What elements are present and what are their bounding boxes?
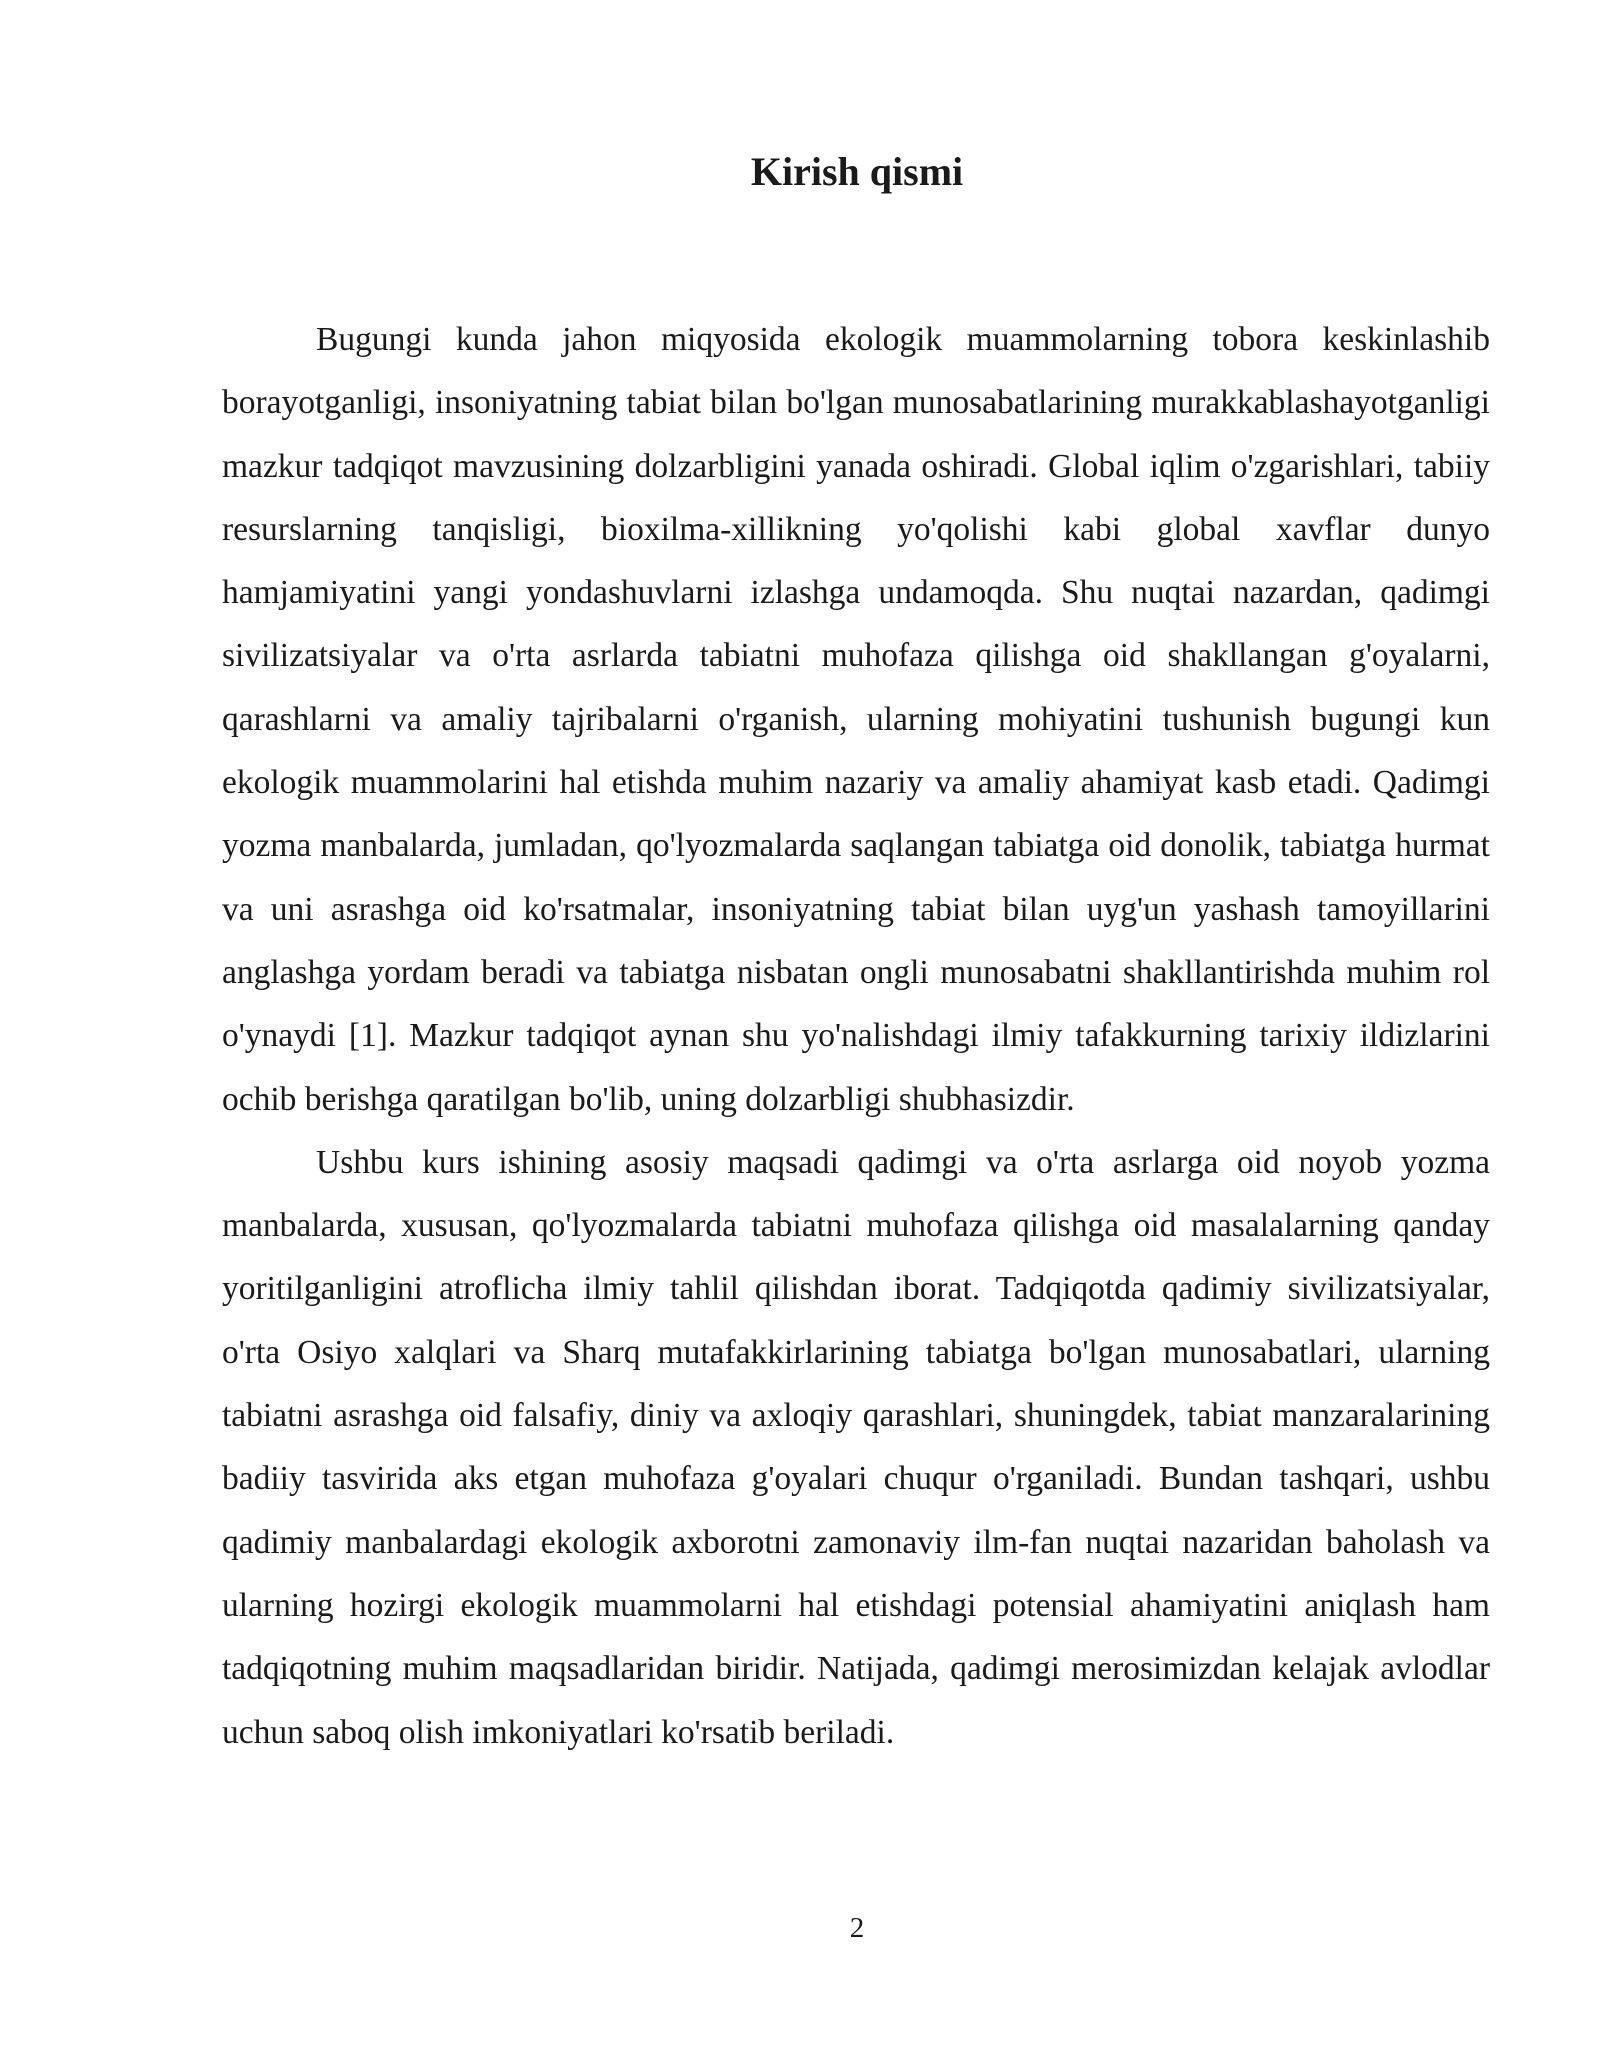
paragraph-2: Ushbu kurs ishining asosiy maqsadi qadimgi va o'rta asrlarga oid noyob yozma manbalarda, xususan, qo'lyozmalarda tabiatni muhofaza qilishga oid masalalarning qanday yoritilganligini atroflicha ilmiy tahlil qilishdan iborat. Tadqiqotda qadimiy sivilizatsiyalar, o'rta Osiyo xalqlari va Sharq mutafakkirlarining tabiatga bo'lgan munosabatlari, ularning tabiatni asrashga oid falsafiy, diniy va axloqiy qarashlari, shuningdek, tabiat manzaralarining badiiy tasvirida aks etgan muhofaza g'oyalari chuqur o'rganiladi. Bundan tashqari, ushbu qadimiy manbalardagi ekologik axborotni zamonaviy ilm-fan nuqtai nazaridan baholash va ularning hozirgi ekologik muammolarni hal etishdagi potensial ahamiyatini aniqlash ham tadqiqotning muhim maqsadlaridan biridir. Natijada, qadimgi merosimizdan kelajak avlodlar uchun saboq olish imkoniyatlari ko'rsatib beriladi. (222, 1143, 1490, 1751)
page-number: 2 (849, 1912, 865, 1944)
body-text (222, 308, 1490, 1764)
page-title: Kirish qismi (750, 149, 964, 194)
paragraph-1: Bugungi kunda jahon miqyosida ekologik muammolarning tobora keskinlashib borayotganligi, insoniyatning tabiat bilan bo'lgan munosabatlarining murakkablashayotganligi mazkur tadqiqot mavzusining dolzarbligini yanada oshiradi. Global iqlim o'zgarishlari, tabiiy resurslarning tanqisligi, bioxilma-xillikning yo'qolishi kabi global xavflar dunyo hamjamiyatini yangi yondashuvlarni izlashga undamoqda. Shu nuqtai nazardan, qadimgi sivilizatsiyalar va o'rta asrlarda tabiatni muhofaza qilishga oid shakllangan g'oyalarni, qarashlarni va amaliy tajribalarni o'rganish, ularning mohiyatini tushunish bugungi kun ekologik muammolarini hal etishda muhim nazariy va amaliy ahamiyat kasb etadi. Qadimgi yozma manbalarda, jumladan, qo'lyozmalarda saqlangan tabiatga oid donolik, tabiatga hurmat va uni asrashga oid ko'rsatmalar, insoniyatning tabiat bilan uyg'un yashash tamoyillarini anglashga yordam beradi va tabiatga nisbatan ongli munosabatni shakllantirishda muhim rol o'ynaydi [1]. Mazkur tadqiqot aynan shu yo'nalishdagi ilmiy tafakkurning tarixiy ildizlarini ochib berishga qaratilgan bo'lib, uning dolzarbligi shubhasizdir. (222, 321, 1490, 1118)
